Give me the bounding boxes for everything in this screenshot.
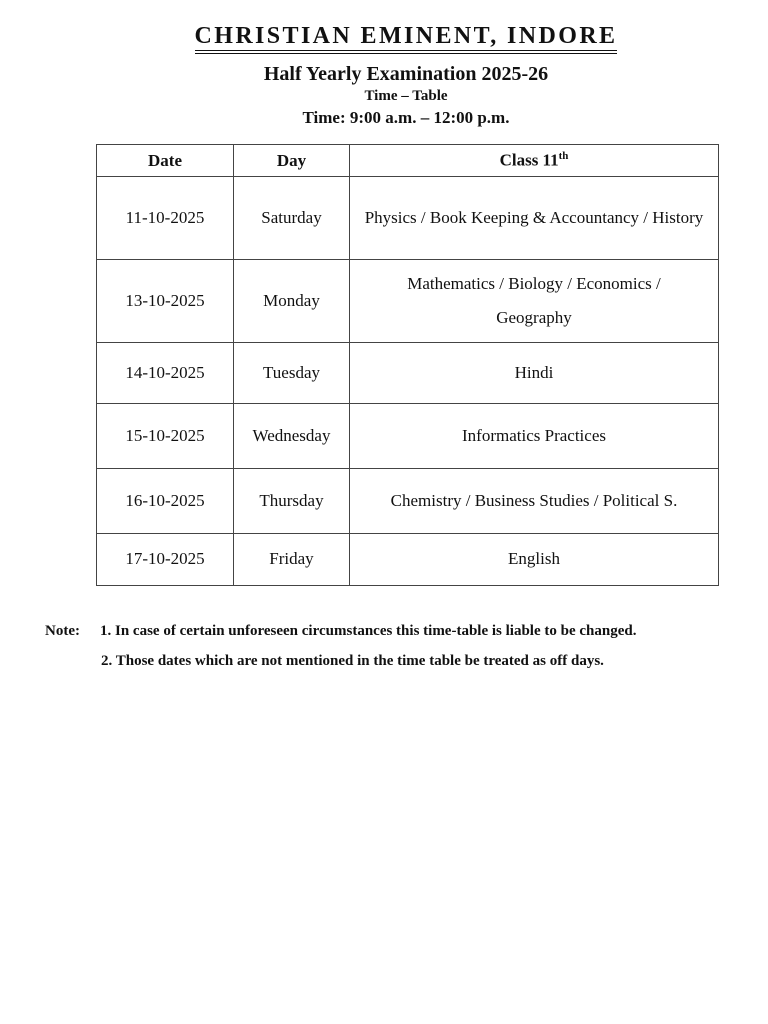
table-row [97, 403, 719, 468]
notes [45, 620, 765, 680]
timetable [96, 144, 719, 586]
note-row-2 [45, 650, 765, 680]
row-subject: Mathematics / Biology / Economics / Geography [350, 260, 719, 343]
row-date: 17-10-2025 [97, 533, 234, 585]
table-row [97, 468, 719, 533]
row-date: 15-10-2025 [97, 403, 234, 468]
note-item-2: 2. Those dates which are not mentioned in the time table be treated as off days. [101, 653, 604, 669]
note-label: Note: [45, 623, 80, 639]
header-class-sup: th [558, 150, 569, 163]
row-date: 11-10-2025 [97, 177, 234, 260]
exam-time: Time: 9:00 a.m. – 12:00 p.m. [302, 108, 510, 127]
row-subject: Hindi [350, 343, 719, 403]
table-row [97, 177, 719, 260]
table-row [97, 343, 719, 403]
row-day: Saturday [234, 177, 350, 260]
school-name [0, 20, 768, 54]
table-header-row [97, 145, 719, 177]
note-row-1 [45, 620, 765, 650]
header-class [350, 145, 719, 177]
exam-title: Half Yearly Examination 2025-26 [263, 63, 549, 85]
header-day: Day [234, 145, 350, 177]
table-row [97, 260, 719, 343]
row-subject: Chemistry / Business Studies / Political S. [350, 468, 719, 533]
row-day: Tuesday [234, 343, 350, 403]
header-class-text: Class 11 [499, 150, 559, 170]
row-subject: Informatics Practices [350, 403, 719, 468]
row-date: 13-10-2025 [97, 260, 234, 343]
header-date: Date [97, 145, 234, 177]
row-subject: English [350, 533, 719, 585]
row-day: Wednesday [234, 403, 350, 468]
school-name-text: CHRISTIAN EMINENT, INDORE [195, 23, 618, 54]
row-day: Thursday [234, 468, 350, 533]
row-date: 14-10-2025 [97, 343, 234, 403]
row-subject: Physics / Book Keeping & Accountancy / History [350, 177, 719, 260]
row-day: Monday [234, 260, 350, 343]
row-date: 16-10-2025 [97, 468, 234, 533]
timetable-label: Time – Table [364, 88, 448, 104]
row-day: Friday [234, 533, 350, 585]
note-item-1: 1. In case of certain unforeseen circumstances this time-table is liable to be changed. [100, 623, 637, 639]
table-row [97, 533, 719, 585]
